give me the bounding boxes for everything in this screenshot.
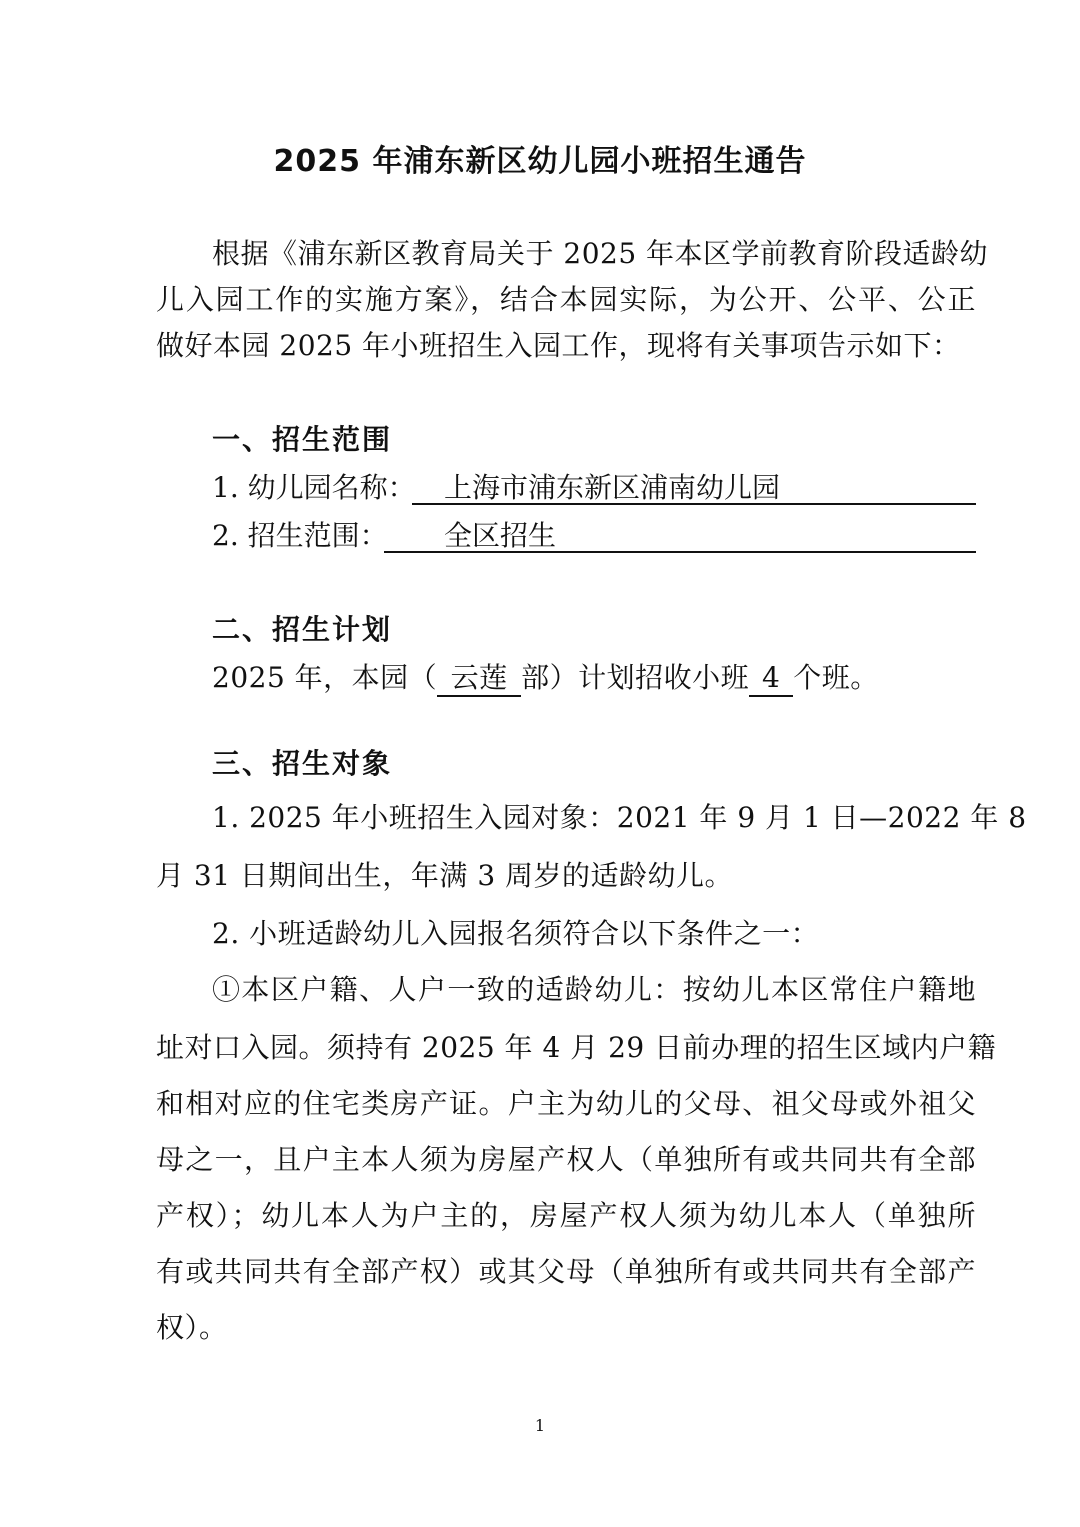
- kindergarten-name-underline: [412, 503, 976, 505]
- section-2-heading: 二、招生计划: [212, 613, 393, 646]
- section-3-heading: 三、招生对象: [212, 747, 393, 780]
- kindergarten-name-label: 1. 幼儿园名称：: [212, 471, 416, 504]
- condition-1-line-6: 有或共同共有全部产权）或其父母（单独所有或共同共有全部产: [156, 1255, 976, 1288]
- scope-row: [212, 516, 976, 556]
- condition-1-line-2: 址对口入园。须持有 2025 年 4 月 29 日前办理的招生区域内户籍: [156, 1031, 997, 1064]
- page-number: 1: [534, 1416, 546, 1435]
- condition-1-line-1: ①本区户籍、人户一致的适龄幼儿：按幼儿本区常住户籍地: [212, 973, 976, 1006]
- intro-line-1: 根据《浦东新区教育局关于 2025 年本区学前教育阶段适龄幼: [212, 237, 989, 270]
- item-1-line-1: 1. 2025 年小班招生入园对象：2021 年 9 月 1 日—2022 年 8: [212, 801, 1027, 834]
- campus-name: 云莲: [437, 661, 521, 697]
- item-1-line-2: 月 31 日期间出生，年满 3 周岁的适龄幼儿。: [156, 859, 734, 892]
- condition-1-line-4: 母之一，且户主本人须为房屋产权人（单独所有或共同共有全部: [156, 1143, 976, 1176]
- plan-prefix: 2025 年，本园（: [212, 661, 438, 694]
- plan-mid: 部）计划招收小班: [521, 661, 750, 694]
- scope-value: 全区招生: [444, 519, 557, 552]
- intro-line-2: 儿入园工作的实施方案》，结合本园实际，为公开、公平、公正: [156, 283, 976, 316]
- item-2-line: 2. 小班适龄幼儿入园报名须符合以下条件之一：: [212, 917, 820, 950]
- intro-line-3: 做好本园 2025 年小班招生入园工作，现将有关事项告示如下：: [156, 329, 961, 362]
- class-count: 4: [749, 661, 793, 697]
- section-1-heading: 一、招生范围: [212, 423, 393, 456]
- condition-1-line-5: 产权）；幼儿本人为户主的，房屋产权人须为幼儿本人（单独所: [156, 1199, 976, 1232]
- scope-label: 2. 招生范围：: [212, 519, 388, 552]
- kindergarten-name-value: 上海市浦东新区浦南幼儿园: [444, 471, 781, 504]
- enrollment-plan-line: [212, 658, 976, 698]
- condition-1-line-7: 权）。: [156, 1311, 228, 1344]
- document-title: 2025 年浦东新区幼儿园小班招生通告: [273, 144, 807, 179]
- condition-1-line-3: 和相对应的住宅类房产证。户主为幼儿的父母、祖父母或外祖父: [156, 1087, 976, 1120]
- kindergarten-name-row: [212, 468, 976, 508]
- plan-suffix: 个班。: [793, 661, 879, 694]
- scope-underline: [384, 551, 976, 553]
